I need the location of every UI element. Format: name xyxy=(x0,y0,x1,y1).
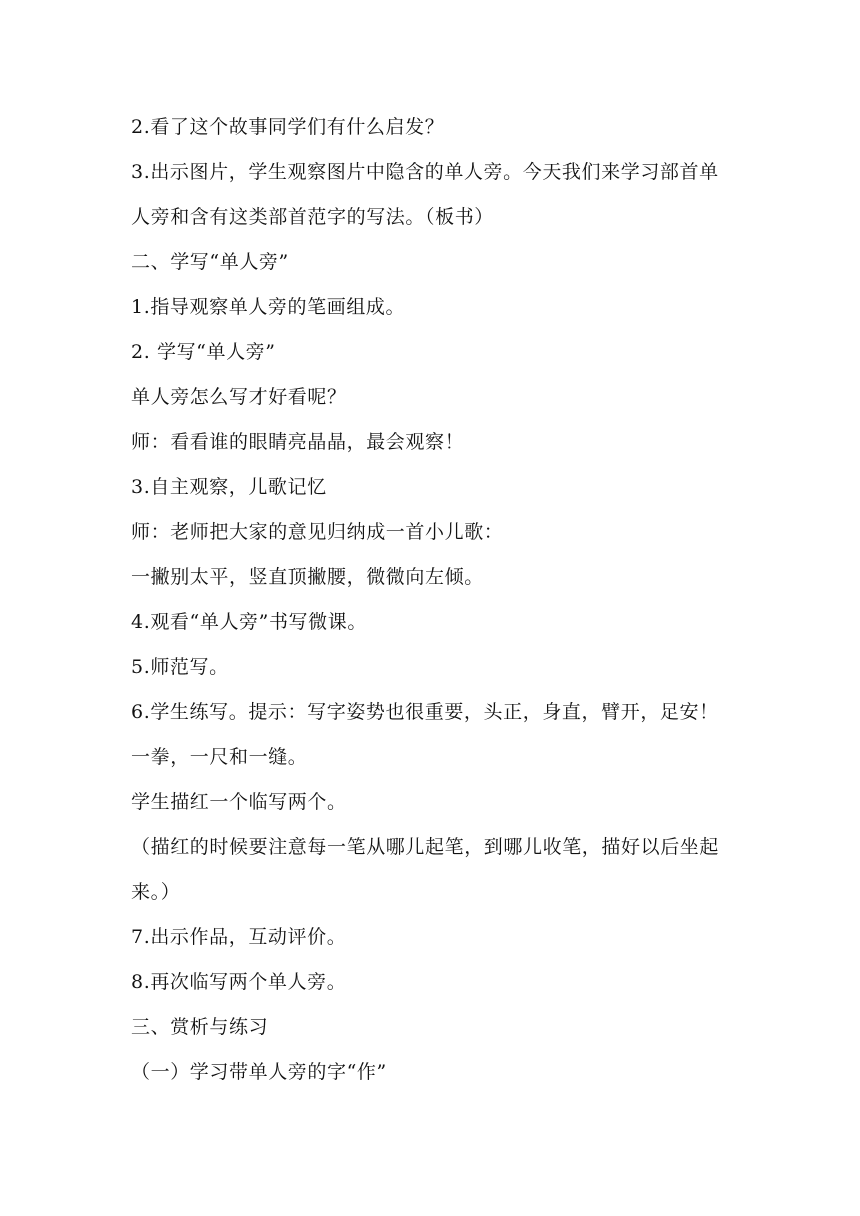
text-line: 4.观看“单人旁”书写微课。 xyxy=(131,611,367,633)
text-line: 学生描红一个临写两个。 xyxy=(131,791,347,813)
text-line: 来。） xyxy=(131,881,181,903)
text-line: 人旁和含有这类部首范字的写法。（板书） xyxy=(131,206,494,228)
text-line: 3.自主观察，儿歌记忆 xyxy=(131,476,327,498)
text-line: 2. 学写“单人旁” xyxy=(131,341,276,363)
text-line: 8.再次临写两个单人旁。 xyxy=(131,971,347,993)
text-line: （描红的时候要注意每一笔从哪儿起笔，到哪儿收笔，描好以后坐起 xyxy=(131,836,720,858)
section-heading: 二、学写“单人旁” xyxy=(131,251,289,273)
text-line: 7.出示作品，互动评价。 xyxy=(131,926,347,948)
text-line: 2.看了这个故事同学们有什么启发？ xyxy=(131,116,445,138)
subsection-heading: （一）学习带单人旁的字“作” xyxy=(131,1061,387,1083)
text-line: 6.学生练写。提示：写字姿势也很重要，头正，身直，臂开，足安！ xyxy=(131,701,719,723)
text-line: 单人旁怎么写才好看呢？ xyxy=(131,386,347,408)
text-line: 3.出示图片，学生观察图片中隐含的单人旁。今天我们来学习部首单 xyxy=(131,161,719,183)
text-line: 师：看看谁的眼睛亮晶晶，最会观察！ xyxy=(131,431,465,453)
section-heading: 三、赏析与练习 xyxy=(131,1016,269,1038)
text-line: 1.指导观察单人旁的笔画组成。 xyxy=(131,296,406,318)
text-line: 师：老师把大家的意见归纳成一首小儿歌： xyxy=(131,521,504,543)
text-line: 5.师范写。 xyxy=(131,656,229,678)
text-line: 一撇别太平，竖直顶撇腰，微微向左倾。 xyxy=(131,566,484,588)
text-line: 一拳，一尺和一缝。 xyxy=(131,746,308,768)
